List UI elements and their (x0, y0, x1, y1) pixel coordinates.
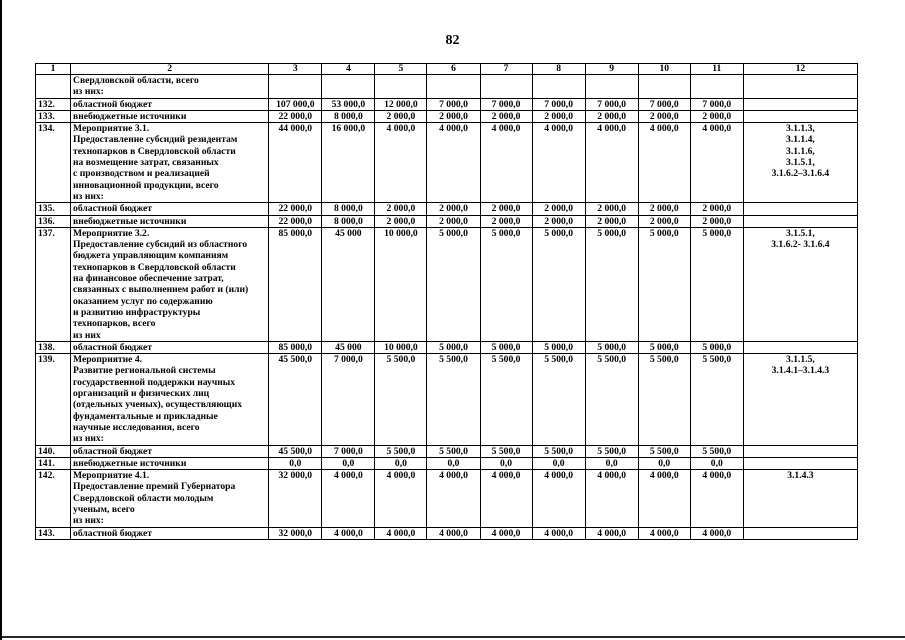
page-bottom-edge (0, 636, 905, 638)
year-cell: 2 000,0 (638, 215, 690, 227)
row-number-cell: 132. (36, 98, 71, 110)
total-cell: 32 000,0 (269, 527, 322, 539)
column-header: 8 (532, 64, 585, 75)
row-number-cell: 138. (36, 341, 71, 353)
description-cell: областной бюджет (71, 527, 269, 539)
row-number-cell: 134. (36, 123, 71, 203)
year-cell: 2 000,0 (532, 215, 585, 227)
year-cell: 4 000,0 (375, 470, 427, 527)
row-number-cell: 142. (36, 470, 71, 527)
year-cell: 2 000,0 (532, 203, 585, 215)
total-cell (269, 75, 322, 99)
year-cell: 4 000,0 (480, 123, 532, 203)
year-cell: 2 000,0 (480, 215, 532, 227)
target-ref-cell: 3.1.1.3, 3.1.1.4, 3.1.1.6, 3.1.5.1, 3.1.6.2–3.1.6.4 (743, 123, 857, 203)
description-cell: Мероприятие 4.1. Предоставление премий Губернатора Свердловской области молодым ученым, всего из них: (71, 470, 269, 527)
column-header: 5 (375, 64, 427, 75)
year-cell: 2 000,0 (690, 110, 743, 122)
year-cell: 5 000,0 (690, 227, 743, 341)
year-cell: 4 000,0 (690, 123, 743, 203)
target-ref-cell (743, 445, 857, 457)
column-header: 6 (427, 64, 480, 75)
year-cell: 4 000,0 (322, 527, 375, 539)
description-cell: Мероприятие 4. Развитие региональной системы государственной поддержки научных организаций и физических лиц (отдельных ученых), осуществляющих фундаментальные и прикладные научные исследования, всего из них: (71, 354, 269, 445)
year-cell: 45 000 (322, 341, 375, 353)
year-cell: 5 000,0 (585, 227, 638, 341)
year-cell (375, 75, 427, 99)
year-cell: 4 000,0 (480, 470, 532, 527)
table-row (36, 527, 858, 539)
year-cell: 5 500,0 (585, 354, 638, 445)
total-cell: 107 000,0 (269, 98, 322, 110)
year-cell: 8 000,0 (322, 203, 375, 215)
year-cell: 7 000,0 (427, 98, 480, 110)
target-ref-cell (743, 457, 857, 469)
target-ref-cell (743, 341, 857, 353)
year-cell: 0,0 (322, 457, 375, 469)
row-number-cell (36, 75, 71, 99)
year-cell: 4 000,0 (585, 527, 638, 539)
year-cell: 4 000,0 (690, 470, 743, 527)
year-cell: 12 000,0 (375, 98, 427, 110)
description-cell: внебюджетные источники (71, 110, 269, 122)
column-header: 11 (690, 64, 743, 75)
table-row (36, 470, 858, 527)
year-cell: 4 000,0 (532, 123, 585, 203)
column-header: 1 (36, 64, 71, 75)
year-cell (585, 75, 638, 99)
year-cell (532, 75, 585, 99)
year-cell: 0,0 (585, 457, 638, 469)
year-cell: 5 000,0 (638, 227, 690, 341)
budget-table (35, 63, 858, 540)
row-number-cell: 137. (36, 227, 71, 341)
year-cell: 4 000,0 (480, 527, 532, 539)
target-ref-cell: 3.1.4.3 (743, 470, 857, 527)
target-ref-cell: 3.1.1.5, 3.1.4.1–3.1.4.3 (743, 354, 857, 445)
year-cell: 5 000,0 (480, 227, 532, 341)
table-row (36, 215, 858, 227)
table-row (36, 445, 858, 457)
year-cell: 2 000,0 (585, 203, 638, 215)
year-cell: 5 500,0 (427, 354, 480, 445)
column-header: 9 (585, 64, 638, 75)
table-row (36, 75, 858, 99)
year-cell: 4 000,0 (638, 527, 690, 539)
year-cell: 2 000,0 (532, 110, 585, 122)
year-cell: 7 000,0 (532, 98, 585, 110)
column-header: 12 (743, 64, 857, 75)
target-ref-cell (743, 110, 857, 122)
table-row (36, 110, 858, 122)
year-cell: 4 000,0 (690, 527, 743, 539)
total-cell: 22 000,0 (269, 110, 322, 122)
year-cell: 4 000,0 (322, 470, 375, 527)
year-cell: 5 500,0 (480, 354, 532, 445)
year-cell (427, 75, 480, 99)
total-cell: 22 000,0 (269, 203, 322, 215)
total-cell: 22 000,0 (269, 215, 322, 227)
table-row (36, 227, 858, 341)
year-cell: 4 000,0 (427, 123, 480, 203)
year-cell: 5 000,0 (427, 227, 480, 341)
year-cell: 5 500,0 (480, 445, 532, 457)
year-cell: 7 000,0 (480, 98, 532, 110)
table-body (36, 75, 858, 540)
year-cell: 4 000,0 (532, 470, 585, 527)
description-cell: областной бюджет (71, 98, 269, 110)
column-header: 4 (322, 64, 375, 75)
year-cell: 0,0 (427, 457, 480, 469)
year-cell: 5 500,0 (638, 354, 690, 445)
year-cell: 5 000,0 (532, 227, 585, 341)
year-cell (480, 75, 532, 99)
row-number-cell: 141. (36, 457, 71, 469)
table-row (36, 457, 858, 469)
year-cell: 45 000 (322, 227, 375, 341)
year-cell: 8 000,0 (322, 110, 375, 122)
target-ref-cell: 3.1.5.1, 3.1.6.2- 3.1.6.4 (743, 227, 857, 341)
year-cell: 5 500,0 (690, 354, 743, 445)
year-cell: 4 000,0 (585, 470, 638, 527)
year-cell: 5 500,0 (585, 445, 638, 457)
column-header: 2 (71, 64, 269, 75)
year-cell: 10 000,0 (375, 227, 427, 341)
year-cell: 2 000,0 (638, 203, 690, 215)
column-header: 3 (269, 64, 322, 75)
year-cell: 7 000,0 (585, 98, 638, 110)
year-cell: 2 000,0 (690, 215, 743, 227)
table-header (36, 64, 858, 75)
description-cell: внебюджетные источники (71, 457, 269, 469)
year-cell: 4 000,0 (427, 470, 480, 527)
target-ref-cell (743, 203, 857, 215)
year-cell: 5 500,0 (375, 354, 427, 445)
year-cell: 4 000,0 (638, 470, 690, 527)
column-header: 10 (638, 64, 690, 75)
year-cell: 5 000,0 (427, 341, 480, 353)
year-cell: 0,0 (690, 457, 743, 469)
year-cell: 4 000,0 (375, 123, 427, 203)
target-ref-cell (743, 75, 857, 99)
description-cell: внебюджетные источники (71, 215, 269, 227)
target-ref-cell (743, 98, 857, 110)
year-cell: 5 500,0 (638, 445, 690, 457)
description-cell: областной бюджет (71, 341, 269, 353)
total-cell: 45 500,0 (269, 354, 322, 445)
year-cell: 53 000,0 (322, 98, 375, 110)
year-cell: 2 000,0 (375, 110, 427, 122)
year-cell: 5 000,0 (585, 341, 638, 353)
year-cell: 2 000,0 (480, 203, 532, 215)
year-cell: 4 000,0 (585, 123, 638, 203)
table-row (36, 123, 858, 203)
year-cell: 0,0 (375, 457, 427, 469)
year-cell: 5 000,0 (690, 341, 743, 353)
table-row (36, 341, 858, 353)
total-cell: 0,0 (269, 457, 322, 469)
year-cell: 4 000,0 (638, 123, 690, 203)
year-cell: 2 000,0 (690, 203, 743, 215)
target-ref-cell (743, 527, 857, 539)
description-cell: Мероприятие 3.1. Предоставление субсидий резидентам технопарков в Свердловской области на возмещение затрат, связанных с производством и реализацией инновационной продукции, всего из них: (71, 123, 269, 203)
row-number-cell: 136. (36, 215, 71, 227)
year-cell: 0,0 (532, 457, 585, 469)
year-cell: 0,0 (480, 457, 532, 469)
year-cell: 7 000,0 (322, 445, 375, 457)
year-cell: 0,0 (638, 457, 690, 469)
table-row (36, 354, 858, 445)
description-cell: областной бюджет (71, 445, 269, 457)
year-cell (322, 75, 375, 99)
year-cell (638, 75, 690, 99)
row-number-cell: 133. (36, 110, 71, 122)
year-cell: 5 000,0 (532, 341, 585, 353)
total-cell: 85 000,0 (269, 341, 322, 353)
row-number-cell: 140. (36, 445, 71, 457)
year-cell: 2 000,0 (585, 215, 638, 227)
column-header: 7 (480, 64, 532, 75)
total-cell: 44 000,0 (269, 123, 322, 203)
year-cell: 5 000,0 (480, 341, 532, 353)
year-cell: 7 000,0 (690, 98, 743, 110)
row-number-cell: 139. (36, 354, 71, 445)
year-cell: 10 000,0 (375, 341, 427, 353)
year-cell: 4 000,0 (532, 527, 585, 539)
year-cell: 5 500,0 (532, 354, 585, 445)
year-cell: 4 000,0 (375, 527, 427, 539)
description-cell: Мероприятие 3.2. Предоставление субсидий из областного бюджета управляющим компаниям технопарков в Свердловской области на финансовое обеспечение затрат, связанных с выполнением работ и (или) оказанием услуг по содержанию и развитию инфраструктуры технопарков, всего из них (71, 227, 269, 341)
year-cell: 2 000,0 (638, 110, 690, 122)
table-row (36, 203, 858, 215)
table-row (36, 98, 858, 110)
year-cell: 5 500,0 (690, 445, 743, 457)
target-ref-cell (743, 215, 857, 227)
year-cell: 5 500,0 (375, 445, 427, 457)
page-number: 82 (445, 33, 460, 48)
page-left-edge (0, 0, 2, 640)
year-cell: 8 000,0 (322, 215, 375, 227)
year-cell (690, 75, 743, 99)
year-cell: 5 500,0 (532, 445, 585, 457)
year-cell: 7 000,0 (322, 354, 375, 445)
row-number-cell: 143. (36, 527, 71, 539)
year-cell: 5 000,0 (638, 341, 690, 353)
description-cell: Свердловской области, всего из них: (71, 75, 269, 99)
year-cell: 4 000,0 (427, 527, 480, 539)
description-cell: областной бюджет (71, 203, 269, 215)
total-cell: 32 000,0 (269, 470, 322, 527)
year-cell: 2 000,0 (585, 110, 638, 122)
year-cell: 16 000,0 (322, 123, 375, 203)
year-cell: 2 000,0 (427, 110, 480, 122)
year-cell: 2 000,0 (480, 110, 532, 122)
total-cell: 85 000,0 (269, 227, 322, 341)
year-cell: 5 500,0 (427, 445, 480, 457)
year-cell: 2 000,0 (427, 203, 480, 215)
year-cell: 2 000,0 (375, 203, 427, 215)
year-cell: 2 000,0 (375, 215, 427, 227)
year-cell: 7 000,0 (638, 98, 690, 110)
total-cell: 45 500,0 (269, 445, 322, 457)
year-cell: 2 000,0 (427, 215, 480, 227)
row-number-cell: 135. (36, 203, 71, 215)
